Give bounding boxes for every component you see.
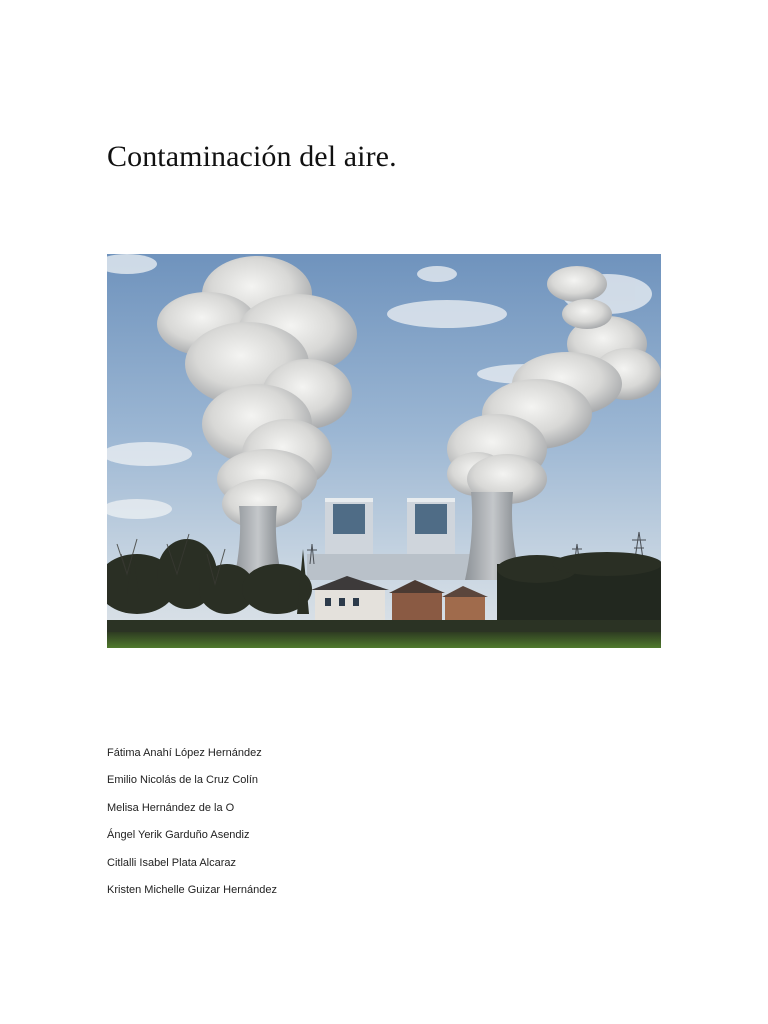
author-name: Fátima Anahí López Hernández (107, 747, 262, 759)
author-name: Kristen Michelle Guizar Hernández (107, 883, 277, 896)
author-name: Citlalli Isabel Plata Alcaraz (107, 856, 237, 869)
document-title: Contaminación del aire. (107, 140, 397, 173)
author-name: Melisa Hernández de la O (107, 801, 235, 814)
field-dark-strip (107, 620, 661, 634)
cover-photo (107, 254, 661, 648)
author-name: Emilio Nicolás de la Cruz Colín (107, 774, 258, 787)
author-name: Ángel Yerik Garduño Asendiz (107, 829, 250, 842)
author-list (107, 744, 277, 908)
green-field (107, 632, 661, 648)
power-plant-illustration (107, 254, 661, 648)
